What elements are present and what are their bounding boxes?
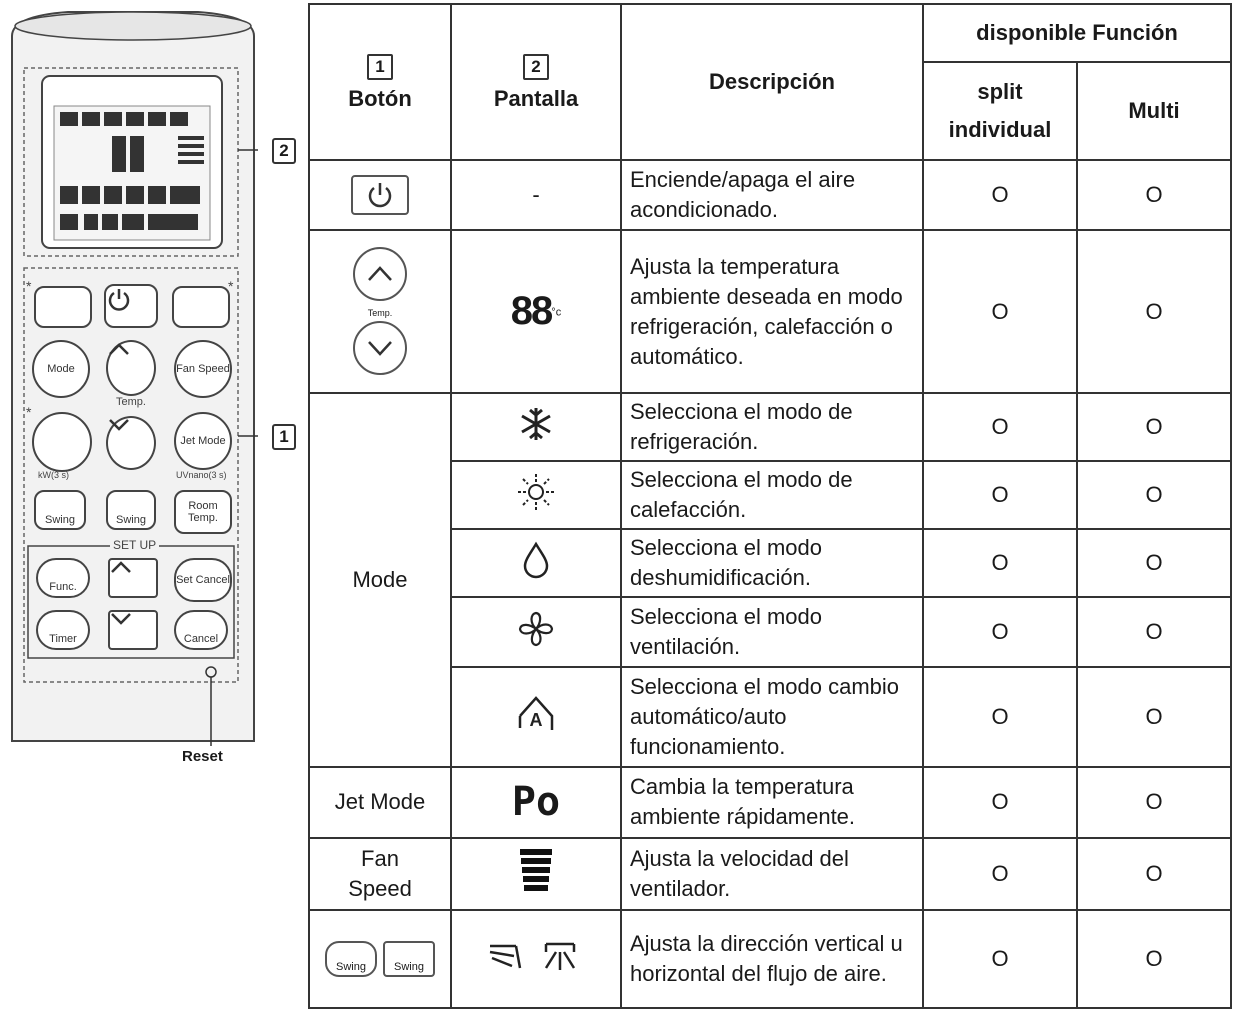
header-function: disponible Función <box>923 4 1231 62</box>
description-cell: Selecciona el modo ventilación. <box>621 597 923 667</box>
cool-icon <box>516 404 556 444</box>
multi-mark: O <box>1077 461 1231 529</box>
table-row <box>309 910 1231 1008</box>
display-cell <box>451 767 621 837</box>
temp-buttons-cell <box>309 230 451 392</box>
display-cell <box>451 838 621 910</box>
multi-mark: O <box>1077 597 1231 667</box>
swing-horizontal-image: Swing <box>383 941 435 977</box>
display-cell <box>451 597 621 667</box>
callout-buttons: 1 <box>272 424 296 450</box>
swing-vertical-image: Swing <box>325 941 377 977</box>
jet-mode-display: Po <box>511 779 561 826</box>
kw-label: kW(3 s) <box>38 470 69 480</box>
split-mark: O <box>923 461 1077 529</box>
kw-button[interactable] <box>34 286 92 328</box>
set-cancel-button[interactable]: Set Cancel <box>174 558 232 602</box>
star-left: * <box>26 278 32 294</box>
temp-label: Temp. <box>116 396 146 408</box>
timer-button[interactable]: Timer <box>36 610 90 650</box>
fan-icon <box>516 609 556 649</box>
multi-mark: O <box>1077 230 1231 392</box>
reset-label: Reset <box>182 748 223 765</box>
split-mark: O <box>923 838 1077 910</box>
header-display-num: 2 <box>523 54 549 80</box>
temp-small-label: Temp. <box>367 307 393 318</box>
func-button[interactable]: Func. <box>36 558 90 598</box>
header-button-label: Botón <box>348 86 412 112</box>
split-mark: O <box>923 767 1077 837</box>
jet-mode-cell: Jet Mode <box>309 767 451 837</box>
power-button[interactable] <box>104 284 158 328</box>
auto-letter: A <box>529 710 543 731</box>
table-row <box>309 393 1231 461</box>
swing-icon <box>486 938 586 974</box>
split-mark: O <box>923 160 1077 230</box>
blank-right-button[interactable] <box>172 286 230 328</box>
split-mark: O <box>923 910 1077 1008</box>
header-split: split individual <box>923 62 1077 160</box>
jet-mode-button[interactable]: Jet Mode <box>174 412 232 470</box>
setup-down-button[interactable] <box>108 610 158 650</box>
description-cell: Selecciona el modo de refrigeración. <box>621 393 923 461</box>
chevron-up-icon <box>108 342 130 356</box>
table-row <box>309 767 1231 837</box>
multi-mark: O <box>1077 393 1231 461</box>
description-cell: Selecciona el modo cambio automático/auto funcionamiento. <box>621 667 923 767</box>
round-blank-button[interactable] <box>32 412 92 472</box>
description-cell: Ajusta la dirección vertical u horizontal del flujo de aire. <box>621 910 923 1008</box>
table-row <box>309 838 1231 910</box>
temp-up-button[interactable] <box>106 340 156 396</box>
power-icon <box>106 286 132 312</box>
setup-up-button[interactable] <box>108 558 158 598</box>
dry-icon <box>516 540 556 580</box>
display-cell <box>451 910 621 1008</box>
room-temp-button[interactable]: Room Temp. <box>174 490 232 534</box>
split-mark: O <box>923 667 1077 767</box>
split-mark: O <box>923 529 1077 597</box>
function-table <box>308 3 1232 1009</box>
uv-label: UVnano(3 s) <box>176 470 227 480</box>
star-right: * <box>228 278 234 294</box>
display-cell <box>451 393 621 461</box>
mode-button-cell: Mode <box>309 393 451 768</box>
temp-down-button[interactable] <box>106 416 156 470</box>
heat-icon <box>516 472 556 512</box>
remote-control <box>8 6 289 746</box>
multi-mark: O <box>1077 838 1231 910</box>
setup-label: SET UP <box>110 538 159 552</box>
display-cell <box>451 529 621 597</box>
split-mark: O <box>923 393 1077 461</box>
power-button-image <box>351 175 409 215</box>
split-mark: O <box>923 230 1077 392</box>
fan-speed-icon <box>516 847 556 895</box>
split-mark: O <box>923 597 1077 667</box>
header-multi: Multi <box>1077 62 1231 160</box>
power-icon <box>353 177 407 213</box>
header-display-label: Pantalla <box>493 86 579 112</box>
multi-mark: O <box>1077 160 1231 230</box>
header-display <box>451 4 621 160</box>
cancel-button[interactable]: Cancel <box>174 610 228 650</box>
description-cell: Selecciona el modo deshumidificación. <box>621 529 923 597</box>
degree-label: °c <box>551 306 562 319</box>
auto-icon <box>514 692 558 736</box>
table-row <box>309 160 1231 230</box>
mode-button[interactable]: Mode <box>32 340 90 398</box>
display-cell <box>451 667 621 767</box>
header-description: Descripción <box>621 4 923 160</box>
display-cell: - <box>451 160 621 230</box>
temp-digits: 88 <box>510 289 552 334</box>
multi-mark: O <box>1077 529 1231 597</box>
swing-buttons-cell <box>309 910 451 1008</box>
chevron-up-icon <box>110 560 132 574</box>
star-kw: * <box>26 404 32 420</box>
swing-vertical-button[interactable]: Swing <box>34 490 86 530</box>
callout-display: 2 <box>272 138 296 164</box>
fan-speed-cell: Fan Speed <box>309 838 451 910</box>
description-cell: Ajusta la temperatura ambiente deseada en modo refrigeración, calefacción o automático. <box>621 230 923 392</box>
multi-mark: O <box>1077 910 1231 1008</box>
fan-speed-button[interactable]: Fan Speed <box>174 340 232 398</box>
description-cell: Enciende/apaga el aire acondicionado. <box>621 160 923 230</box>
chevron-down-icon <box>110 612 132 626</box>
swing-horizontal-button[interactable]: Swing <box>106 490 156 530</box>
chevron-down-icon <box>108 418 130 432</box>
power-cell <box>309 160 451 230</box>
description-cell: Cambia la temperatura ambiente rápidamente. <box>621 767 923 837</box>
header-button-num: 1 <box>367 54 393 80</box>
multi-mark: O <box>1077 767 1231 837</box>
description-cell: Selecciona el modo de calefacción. <box>621 461 923 529</box>
description-cell: Ajusta la velocidad del ventilador. <box>621 838 923 910</box>
display-cell <box>451 461 621 529</box>
display-cell <box>451 230 621 392</box>
multi-mark: O <box>1077 667 1231 767</box>
table-row <box>309 230 1231 392</box>
header-button <box>309 4 451 160</box>
